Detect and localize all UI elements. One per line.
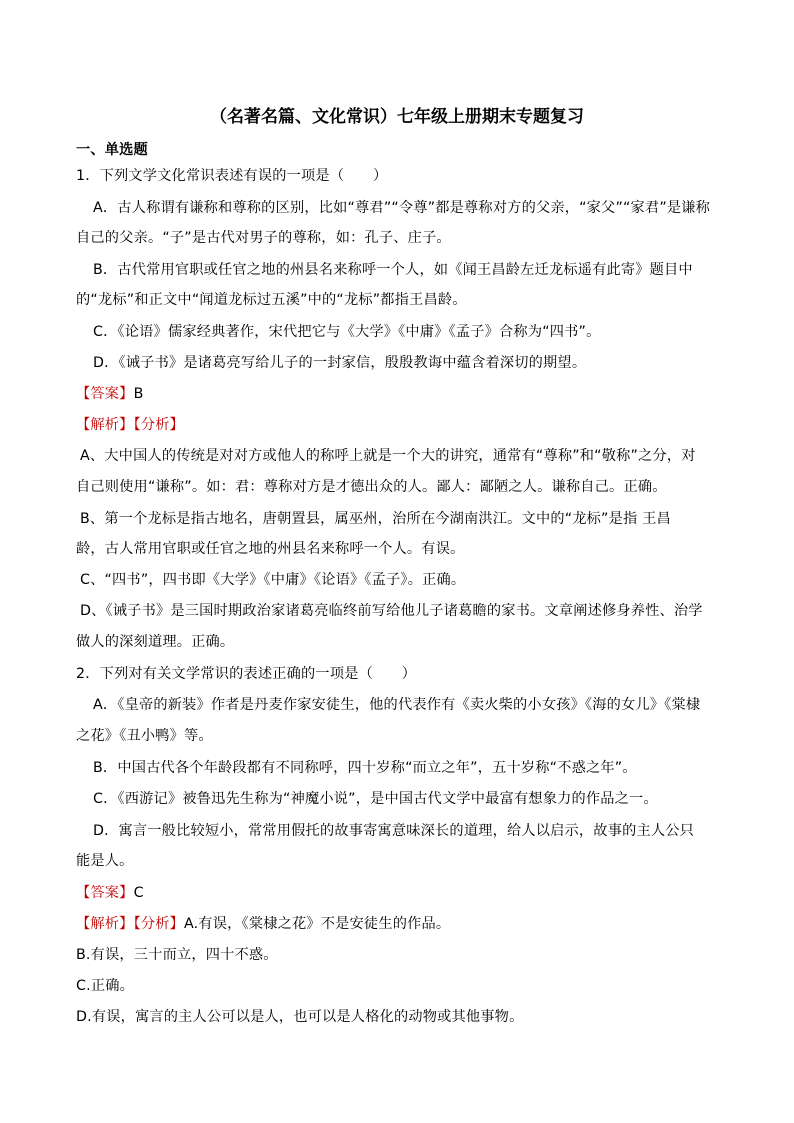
question-2-stem: 2．下列对有关文学常识的表述正确的一项是（ ） [76,666,417,682]
question-1-stem: 1．下列文学文化常识表述有误的一项是（ ） [76,168,388,184]
q2-analysis-d: D.有误，寓言的主人公可以是人，也可以是人格化的动物或其他事物。 [76,1009,524,1025]
q1-option-c: C．《论语》儒家经典著作，宋代把它与《大学》《中庸》《孟子》合称为“四书”。 [93,324,601,340]
q1-analysis-c: C、“四书”，四书即《大学》《中庸》《论语》《孟子》。正确。 [80,572,466,588]
q1-analysis-label: 【解析】【分析】 [76,417,185,433]
q2-analysis-label: 【解析】【分析】 [76,916,185,932]
q1-analysis-d-line1: D、《诫子书》是三国时期政治家诸葛亮临终前写给他儿子诸葛瞻的家书。文章阐述修身养性、治学 [80,603,703,619]
q2-option-d-line2: 能是人。 [76,853,134,869]
q2-option-a-line1: A．《皇帝的新装》作者是丹麦作家安徒生，他的代表作有《卖火柴的小女孩》《海的女儿》《棠棣 [93,697,701,713]
q2-option-d-line1: D．寓言一般比较短小，常常用假托的故事寄寓意味深长的道理，给人以启示，故事的主人公只 [93,823,695,839]
q1-option-b-line2: 的“龙标”和正文中“闻道龙标过五溪”中的“龙标”都指王昌龄。 [76,292,467,308]
q1-analysis-a-line2: 自己则使用“谦称”。如：君：尊称对方是才德出众的人。鄙人：鄙陋之人。谦称自己。正确。 [76,479,667,495]
q2-analysis-b: B.有误，三十而立，四十不惑。 [76,947,278,963]
q1-option-b-line1: B．古代常用官职或任官之地的州县名来称呼一个人，如《闻王昌龄左迁龙标遥有此寄》题目中 [93,262,693,278]
q2-analysis-a: A.有误，《棠棣之花》不是安徒生的作品。 [184,916,451,932]
q2-answer-value: C [133,885,144,901]
page-title: （名著名篇、文化常识）七年级上册期末专题复习 [210,107,584,127]
q1-option-a-line2: 自己的父亲。“子”是古代对男子的尊称，如：孔子、庄子。 [76,230,451,246]
q1-option-d: D．《诫子书》是诸葛亮写给儿子的一封家信，殷殷教诲中蕴含着深切的期望。 [93,355,587,371]
q2-option-c: C．《西游记》被鲁迅先生称为“神魔小说”，是中国古代文学中最富有想象力的作品之一。 [93,791,658,807]
q2-analysis-c: C.正确。 [76,978,134,994]
q1-analysis-b-line2: 龄，古人常用官职或任官之地的州县名来称呼一个人。有误。 [76,541,465,557]
q2-answer-label: 【答案】 [76,885,134,901]
q1-analysis-d-line2: 做人的深刻道理。正确。 [76,634,235,650]
q2-answer [76,883,736,903]
q1-answer-label: 【答案】 [76,386,134,402]
q2-option-a-line2: 之花》《丑小鸭》等。 [76,728,213,744]
q2-option-b: B．中国古代各个年龄段都有不同称呼，四十岁称“而立之年”，五十岁称“不惑之年”。 [93,760,637,776]
q1-option-a-line1: A．古人称谓有谦称和尊称的区别，比如“尊君”“令尊”都是尊称对方的父亲，“家父”“家君”是谦称 [93,200,711,216]
q1-answer-value: B [133,386,144,402]
q1-analysis-b-line1: B、第一个龙标是指古地名，唐朝置县，属巫州，治所在今湖南洪江。文中的“龙标”是指 王昌 [80,511,671,527]
section-heading: 一、单选题 [76,142,148,158]
q1-answer [76,384,736,404]
q2-analysis-line1 [76,914,736,934]
q1-analysis-a-line1: A、大中国人的传统是对对方或他人的称呼上就是一个大的讲究，通常有“尊称”和“敬称”之分，对 [80,448,696,464]
